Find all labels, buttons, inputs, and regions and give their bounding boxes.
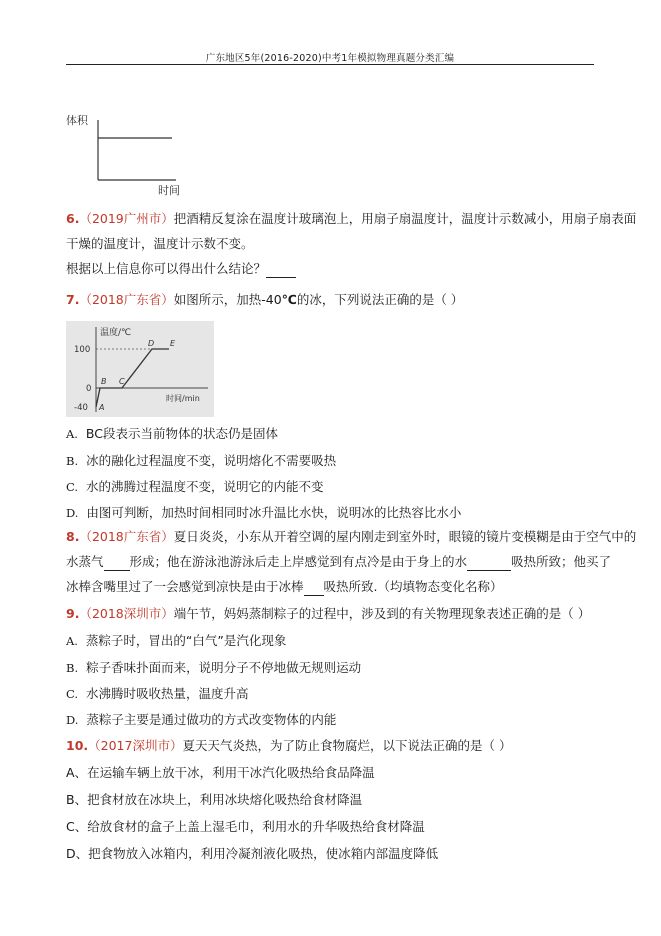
graph-tick-0: 0 [86,384,92,394]
q9-option-b[interactable] [66,659,361,677]
q6-line2: 干燥的温度计，温度计示数不变。 [66,236,254,251]
q6-source: （2019广州市） [79,211,174,226]
volume-time-graph [66,110,196,200]
q7-number: 7. [66,292,80,307]
graph-xlabel: 时间/min [166,394,200,403]
graph-point-c: C [119,377,125,386]
q8-text3b: 吸热所致.（均填物态变化名称） [323,579,503,594]
q10-stem-text: 夏天天气炎热，为了防止食物腐烂，以下说法正确的是（ ） [182,738,512,753]
q9-number: 9. [66,606,80,621]
q8-number: 8. [66,529,80,544]
q10-option-c-letter: C、 [66,819,88,834]
q6-line3 [66,260,296,278]
q9-option-c-text: 水沸腾时吸收热量，温度升高 [86,686,249,701]
graph-tick-100: 100 [74,345,91,355]
q7-option-c[interactable] [66,478,324,496]
graph-point-d: D [148,339,155,348]
q10-option-a-letter: A、 [66,765,88,780]
q7-option-d-letter: D. [66,506,79,520]
q9-option-a[interactable] [66,632,286,650]
q6-answer-blank[interactable] [266,265,296,278]
q9-option-b-text: 粽子香味扑面而来，说明分子不停地做无规则运动 [86,660,362,675]
q8-blank-1[interactable] [104,558,130,571]
q7-stem-b: 的冰，下列说法正确的是（ ） [296,292,464,307]
q10-option-b[interactable] [66,791,362,809]
q7-source: （2018广东省） [79,292,174,307]
q9-option-c-letter: C. [66,687,79,701]
q7-option-a-text: BC段表示当前物体的状态仍是固体 [85,426,279,441]
q7-option-c-letter: C. [66,480,79,494]
q10-option-c-text: 给放食材的盒子上盖上湿毛巾，利用水的升华吸热给食材降温 [87,819,425,834]
graph-point-a: A [99,403,105,412]
q10-option-d-letter: D、 [66,846,89,861]
graph-point-b: B [101,377,107,386]
q7-option-b-text: 冰的融化过程温度不变，说明熔化不需要吸热 [86,453,337,468]
q10-stem [66,737,511,755]
q9-stem [66,605,590,623]
q9-option-c[interactable] [66,685,249,703]
q10-option-d-text: 把食物放入冰箱内，利用冷凝剂液化吸热，使冰箱内部温度降低 [88,846,439,861]
q8-blank-2[interactable] [467,558,511,571]
q10-option-a[interactable] [66,764,375,782]
q7-stem [66,291,463,309]
graph-ylabel: 温度/℃ [100,328,132,338]
fig1-ylabel: 体积 [66,114,88,127]
q8-text3a: 冰棒含嘴里过了一会感觉到凉快是由于冰棒 [66,579,304,594]
q9-option-a-letter: A. [66,634,78,648]
q8-text2a: 水蒸气 [66,554,104,569]
q6-line1 [66,210,636,228]
q8-text1: 夏日炎炎，小东从开着空调的屋内刚走到室外时，眼镜的镜片变模糊是由于空气中的 [173,529,637,544]
q9-option-d-text: 蒸粽子主要是通过做功的方式改变物体的内能 [86,712,337,727]
q6-text1: 把酒精反复涂在温度计玻璃泡上，用扇子扇温度计，温度计示数减小，用扇子扇表面 [173,211,637,226]
page-header: 广东地区5年(2016-2020)中考1年模拟物理真题分类汇编 [205,53,455,64]
q10-option-d[interactable] [66,845,438,863]
q8-text2c: 吸热所致；他买了 [511,554,612,569]
q8-source: （2018广东省） [79,529,174,544]
q7-option-b-letter: B. [66,454,79,468]
fig1-xlabel: 时间 [158,184,180,197]
q10-source: （2017深圳市） [88,738,183,753]
q10-option-b-text: 把食材放在冰块上，利用冰块熔化吸热给食材降温 [87,792,363,807]
q7-option-c-text: 水的沸腾过程温度不变，说明它的内能不变 [86,479,324,494]
q7-option-d[interactable] [66,504,461,522]
graph-point-e: E [170,339,176,348]
q8-blank-3[interactable] [304,583,324,596]
q9-option-a-text: 蒸粽子时，冒出的“白气”是汽化现象 [85,633,287,648]
q6-number: 6. [66,211,80,226]
q7-option-a[interactable] [66,425,278,443]
q10-number: 10. [66,738,89,753]
q8-line3 [66,578,503,596]
q6-question: 根据以上信息你可以得出什么结论？ [66,261,267,276]
q10-option-b-letter: B、 [66,792,88,807]
q9-option-d-letter: D. [66,713,79,727]
graph-tick-neg40: -40 [74,403,88,413]
q7-option-b[interactable] [66,452,336,470]
q8-line1 [66,528,636,546]
q7-option-a-letter: A. [66,427,78,441]
q9-option-d[interactable] [66,711,336,729]
q9-source: （2018深圳市） [79,606,174,621]
q9-option-b-letter: B. [66,661,79,675]
q10-option-c[interactable] [66,818,425,836]
q7-stem-unit: ℃ [281,292,297,307]
q8-text2b: 形成；他在游泳池游泳后走上岸感觉到有点冷是由于身上的水 [129,554,468,569]
q7-stem-a: 如图所示，加热-40 [173,292,282,307]
header-rule [66,64,594,65]
temperature-time-graph [66,321,214,417]
q8-line2 [66,553,611,571]
q7-option-d-text: 由图可判断，加热时间相同时冰升温比水快，说明冰的比热容比水小 [86,505,462,520]
q9-stem-text: 端午节，妈妈蒸制粽子的过程中，涉及到的有关物理现象表述正确的是（ ） [173,606,591,621]
q10-option-a-text: 在运输车辆上放干冰，利用干冰汽化吸热给食品降温 [87,765,375,780]
